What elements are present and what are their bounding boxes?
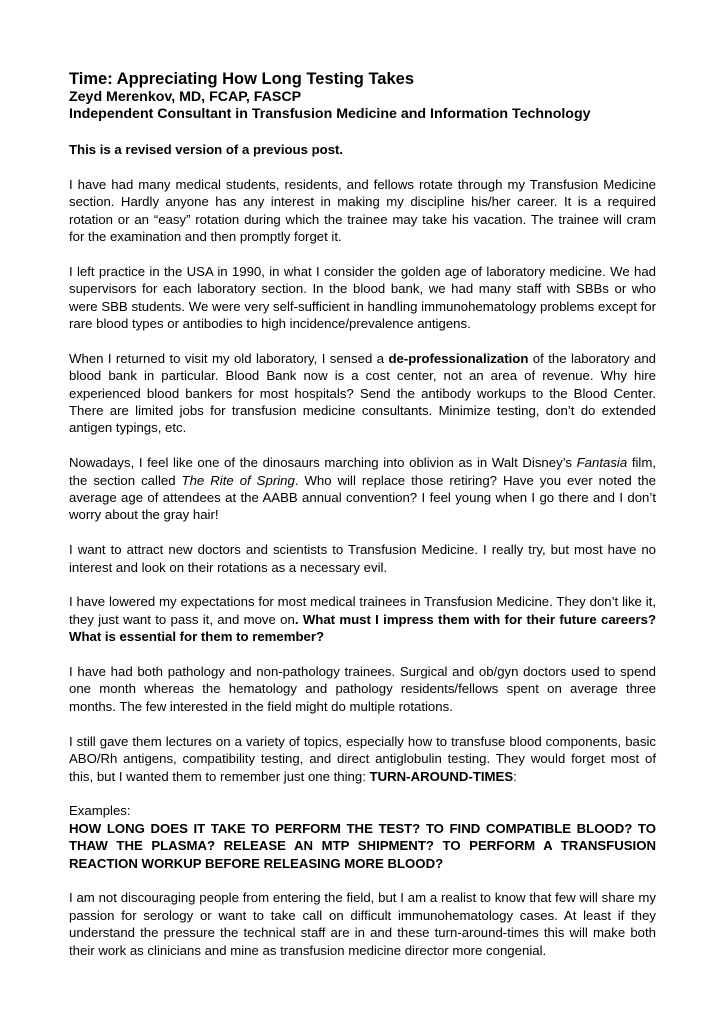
paragraph-conclusion: I am not discouraging people from entering the field, but I am a realist to know that few will share my passion for serology or want to take call on difficult immunohematology cases. At least if they understand the pressure the technical staff are in and these turn-around-times this will make both their work as clinicians and mine as transfusion medicine director more congenial. bbox=[69, 890, 656, 958]
text-run: . Who will replace those retiring? Have you ever noted the average age of attendees at the AABB annual convention? I feel young when I go there and I don’t worry about the gray hair! bbox=[69, 472, 656, 523]
paragraph-trainees: I have had both pathology and non-pathology trainees. Surgical and ob/gyn doctors used to spend one month whereas the hematology and pathology residents/fellows spent on average three months. The few interested in the field might do multiple rotations. bbox=[69, 664, 656, 714]
paragraph-attract: I want to attract new doctors and scientists to Transfusion Medicine. I really try, but most have no interest and look on their rotations as a necessary evil. bbox=[69, 542, 656, 575]
paragraph-deprofessionalization bbox=[69, 350, 656, 437]
author-line: Zeyd Merenkov, MD, FCAP, FASCP bbox=[69, 89, 302, 105]
paragraph-golden-age: I left practice in the USA in 1990, in what I consider the golden age of laboratory medicine. We had supervisors for each laboratory section. In the blood bank, we had many staff with SBBs or who were SBB students. We were very self-sufficient in handling immunohematology problems except for rare blood types or antibodies to high incidence/prevalence antigens. bbox=[69, 263, 656, 332]
paragraph-expectations bbox=[69, 593, 656, 645]
examples-label: Examples: bbox=[69, 803, 131, 819]
text-run: Nowadays, I feel like one of the dinosaurs marching into oblivion as in Walt Disney’s bbox=[69, 455, 577, 471]
examples-questions: HOW LONG DOES IT TAKE TO PERFORM THE TEST? TO FIND COMPATIBLE BLOOD? TO THAW THE PLASMA? RELEASE AN MTP SHIPMENT? TO PERFORM A TRANSFUSION REACTION WORKUP BEFORE RELEASING MORE BLOOD? bbox=[69, 820, 656, 871]
bold-question: . What must I impress them with for their future careers? What is essential for them to remember? bbox=[69, 611, 656, 645]
text-run: I have lowered my expectations for most medical trainees in Transfusion Medicine. They don’t like it, they just want to pass it, and move on bbox=[69, 594, 656, 627]
paragraph-lectures bbox=[69, 733, 656, 785]
text-run: : bbox=[513, 768, 517, 784]
bold-term: de-professionalization bbox=[388, 350, 529, 366]
italic-title: The Rite of Spring bbox=[181, 472, 295, 488]
document-page bbox=[69, 70, 656, 976]
paragraph-rotations: I have had many medical students, residents, and fellows rotate through my Transfusion Medicine section. Hardly anyone has any interest in making my discipline his/her career. It is a required rotation or an “easy” rotation during which the trainee may take his vacation. The trainee will cram for the examination and then promptly forget it. bbox=[69, 176, 656, 245]
affiliation-line: Independent Consultant in Transfusion Medicine and Information Technology bbox=[69, 106, 591, 122]
revision-note: This is a revised version of a previous post. bbox=[69, 142, 344, 157]
paragraph-dinosaurs bbox=[69, 454, 656, 524]
italic-title: Fantasia bbox=[576, 455, 628, 471]
text-run: film, the section called bbox=[69, 455, 656, 488]
bold-term: TURN-AROUND-TIMES bbox=[369, 768, 514, 784]
text-run: of the laboratory and blood bank in particular. Blood Bank now is a cost center, not an area of revenue. Why hire experienced blood bankers for most hospitals? Send the antibody workups to the Blood Center. There are limited jobs for transfusion medicine consultants. Minimize testing, don’t do extended antigen typings, etc. bbox=[69, 350, 656, 436]
document-title: Time: Appreciating How Long Testing Takes bbox=[69, 70, 415, 88]
text-run: When I returned to visit my old laboratory, I sensed a bbox=[69, 350, 389, 366]
text-run: I still gave them lectures on a variety of topics, especially how to transfuse blood components, basic ABO/Rh antigens, compatibility testing, and direct antiglobulin testing. They would forget most of this, but I wanted them to remember just one thing: bbox=[69, 733, 656, 784]
